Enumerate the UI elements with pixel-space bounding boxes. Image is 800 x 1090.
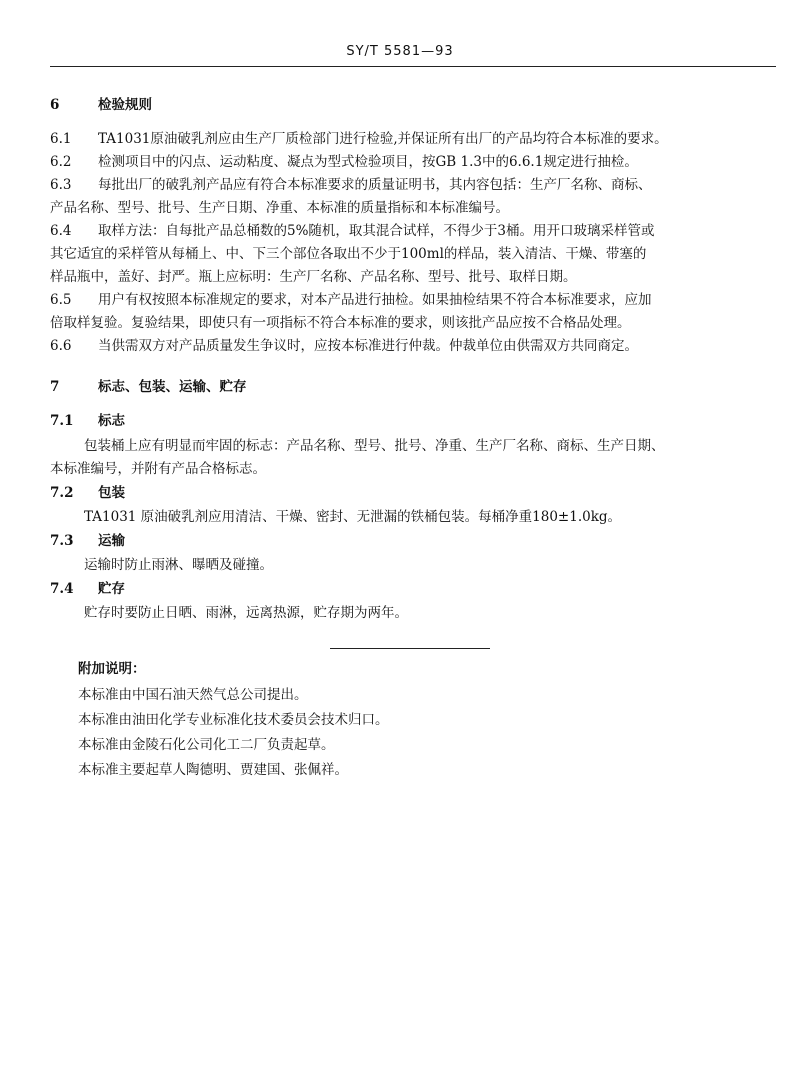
appendix-line-2: 本标准由油田化学专业标准化技术委员会技术归口。	[78, 712, 389, 728]
document-code: SY/T 5581—93	[346, 44, 454, 59]
clause-6-6	[50, 337, 638, 355]
clause-text: 用户有权按照本标准规定的要求，对本产品进行抽检。如果抽检结果不符合本标准要求，应加	[98, 292, 652, 308]
clause-6-2	[50, 153, 638, 171]
clause-6-4-cont-1: 其它适宜的采样管从每桶上、中、下三个部位各取出不少于100ml的样品，装入清洁、干燥、带塞的	[50, 246, 647, 262]
clause-6-3	[50, 176, 652, 194]
clause-number: 6.3	[50, 177, 72, 193]
clause-text: 每批出厂的破乳剂产品应有符合本标准要求的质量证明书，其内容包括：生产厂名称、商标、	[98, 177, 652, 193]
clause-number: 6.4	[50, 223, 72, 239]
clause-number: 6.6	[50, 338, 72, 354]
subsection-number: 7.1	[50, 413, 74, 429]
section-title: 标志、包装、运输、贮存	[98, 379, 247, 395]
clause-6-4-cont-2: 样品瓶中，盖好、封严。瓶上应标明：生产厂名称、产品名称、型号、批号、取样日期。	[50, 269, 577, 285]
clause-6-3-cont: 产品名称、型号、批号、生产日期、净重、本标准的质量指标和本标准编号。	[50, 200, 509, 216]
clause-text: TA1031原油破乳剂应由生产厂质检部门进行检验,并保证所有出厂的产品均符合本标准的要求。	[98, 131, 668, 147]
appendix-title: 附加说明：	[78, 661, 146, 677]
subsection-7-4-heading	[50, 580, 125, 598]
section-number: 7	[50, 379, 60, 395]
section-6-heading	[50, 96, 152, 114]
subsection-7-2-text: TA1031 原油破乳剂应用清洁、干燥、密封、无泄漏的铁桶包装。每桶净重180±1.0kg。	[84, 509, 622, 525]
clause-6-1	[50, 130, 668, 148]
clause-number: 6.5	[50, 292, 72, 308]
subsection-number: 7.2	[50, 485, 74, 501]
subsection-7-3-text: 运输时防止雨淋、曝晒及碰撞。	[84, 557, 273, 573]
subsection-7-1-text-cont: 本标准编号，并附有产品合格标志。	[50, 461, 266, 477]
subsection-title: 标志	[98, 413, 125, 429]
subsection-number: 7.4	[50, 581, 74, 597]
subsection-number: 7.3	[50, 533, 74, 549]
clause-6-5	[50, 291, 652, 309]
end-rule	[330, 648, 490, 649]
clause-text: 检测项目中的闪点、运动粘度、凝点为型式检验项目，按GB 1.3中的6.6.1规定进行抽检。	[98, 154, 638, 170]
section-number: 6	[50, 97, 60, 113]
clause-number: 6.2	[50, 154, 72, 170]
clause-text: 当供需双方对产品质量发生争议时，应按本标准进行仲裁。仲裁单位由供需双方共同商定。	[98, 338, 638, 354]
section-7-heading	[50, 378, 247, 396]
appendix-line-3: 本标准由金陵石化公司化工二厂负责起草。	[78, 737, 335, 753]
subsection-7-4-text: 贮存时要防止日晒、雨淋，远离热源，贮存期为两年。	[84, 605, 408, 621]
subsection-title: 贮存	[98, 581, 125, 597]
subsection-7-1-text: 包装桶上应有明显而牢固的标志：产品名称、型号、批号、净重、生产厂名称、商标、生产日期、	[84, 438, 665, 454]
clause-6-5-cont: 倍取样复验。复验结果，即使只有一项指标不符合本标准的要求，则该批产品应按不合格品处理。	[50, 315, 631, 331]
subsection-7-3-heading	[50, 532, 125, 550]
clause-text: 取样方法：自每批产品总桶数的5%随机，取其混合试样，不得少于3桶。用开口玻璃采样管或	[98, 223, 655, 239]
header-rule	[50, 66, 776, 67]
subsection-title: 包装	[98, 485, 125, 501]
subsection-title: 运输	[98, 533, 125, 549]
subsection-7-1-heading	[50, 412, 125, 430]
appendix-line-1: 本标准由中国石油天然气总公司提出。	[78, 687, 308, 703]
subsection-7-2-heading	[50, 484, 125, 502]
clause-6-4	[50, 222, 655, 240]
clause-number: 6.1	[50, 131, 72, 147]
section-title: 检验规则	[98, 97, 152, 113]
appendix-line-4: 本标准主要起草人陶德明、贾建国、张佩祥。	[78, 762, 348, 778]
